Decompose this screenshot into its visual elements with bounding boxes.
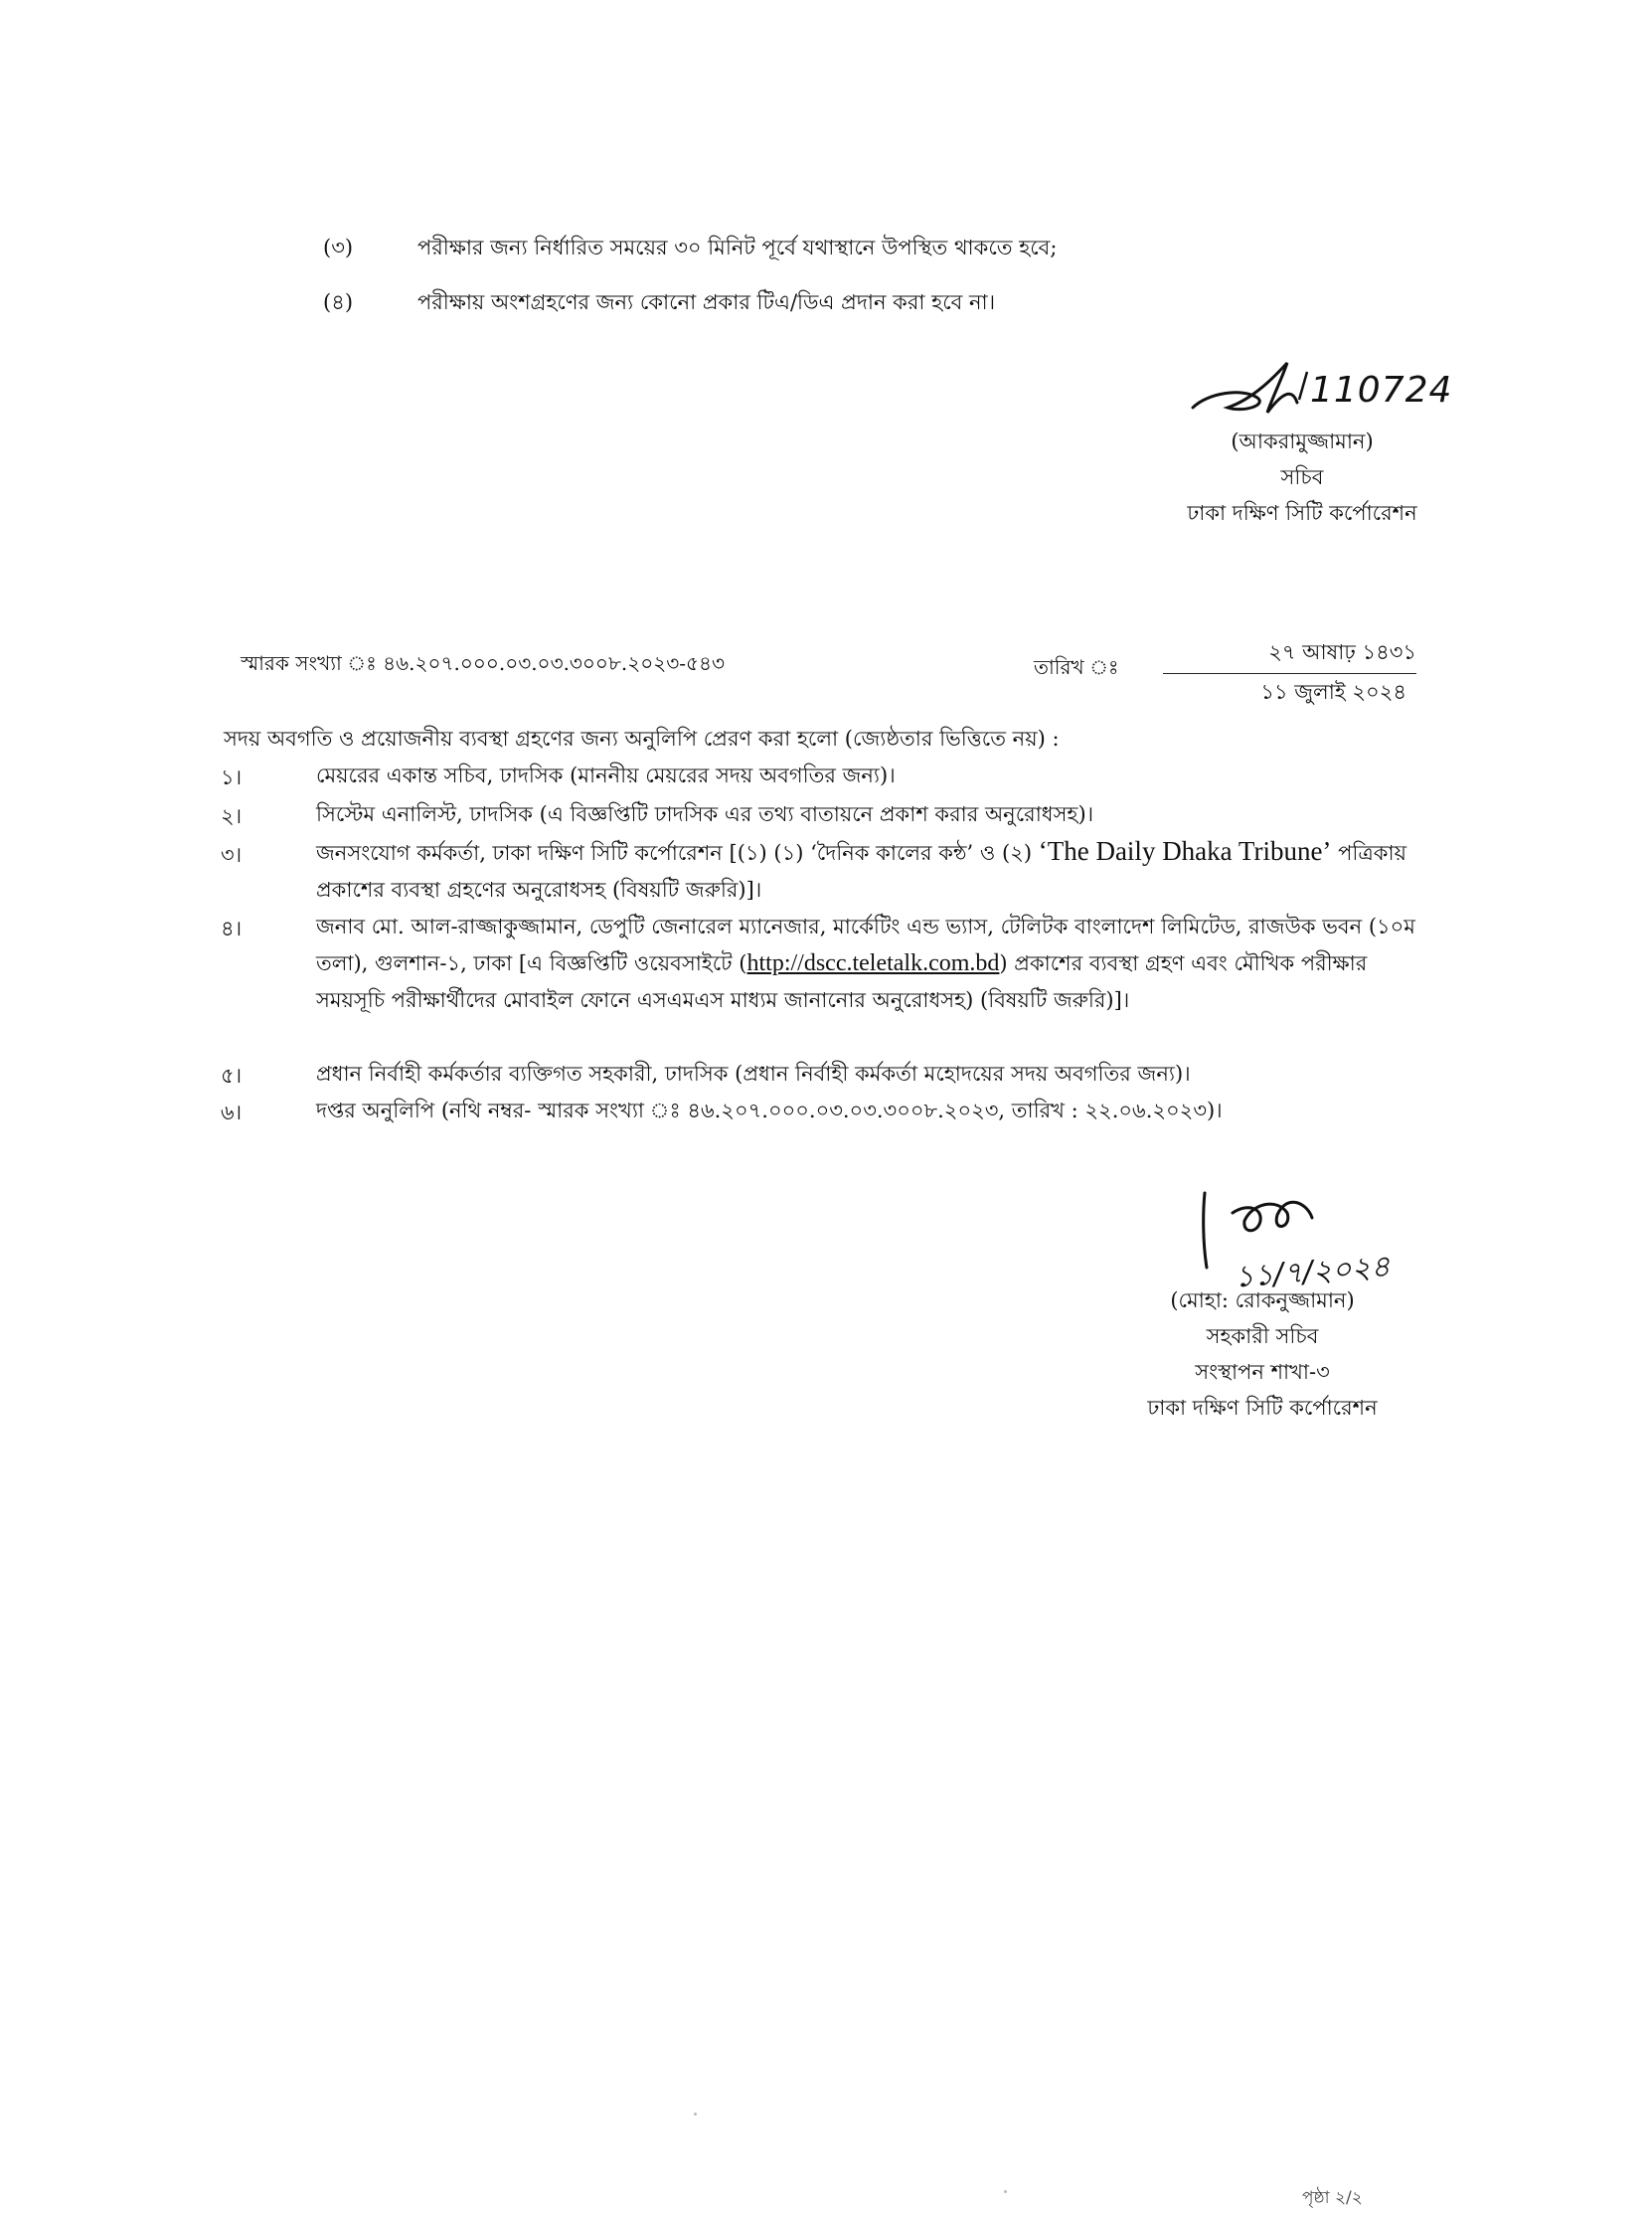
signatory-1-designation: সচিব	[1280, 465, 1324, 489]
copy-item-3-text-a: জনসংযোগ কর্মকর্তা, ঢাকা দক্ষিণ সিটি কর্পোরেশন [(১) (১) ‘দৈনিক কালের কন্ঠ’ ও (২)	[316, 841, 1039, 865]
copy-number: ১।	[221, 766, 243, 789]
memo-date-english: ১১ জুলাই ২০২৪	[1260, 680, 1406, 704]
signatory-2-organization: ঢাকা দক্ষিণ সিটি কর্পোরেশন	[1147, 1396, 1378, 1420]
condition-number: (৩)	[323, 236, 354, 259]
scan-speck	[694, 2113, 697, 2116]
copy-item-3-text-b: পত্রিকায় প্রকাশের ব্যবস্থা গ্রহণের অনুরোধসহ (বিষয়টি জরুরি)]।	[316, 841, 1406, 902]
copy-item: সিস্টেম এনালিস্ট, ঢাদসিক (এ বিজ্ঞপ্তিটি ঢাদসিক এর তথ্য বাতায়নে প্রকাশ করার অনুরোধসহ)।	[316, 802, 1094, 826]
copy-number: ৪।	[221, 917, 243, 940]
copy-number: ৬।	[221, 1101, 243, 1124]
scan-speck	[1004, 2190, 1007, 2193]
condition-text: পরীক্ষার জন্য নির্ধারিত সময়ের ৩০ মিনিট পূর্বে যথাস্থানে উপস্থিত থাকতে হবে;	[417, 236, 1058, 259]
memo-date-label: তারিখ ঃ	[1034, 655, 1119, 679]
copy-item: দপ্তর অনুলিপি (নথি নম্বর- স্মারক সংখ্যা ঃ ৪৬.২০৭.০০০.০৩.০৩.৩০০৮.২০২৩, তারিখ : ২২.০৬.২০২৩)।	[316, 1099, 1223, 1122]
copies-intro: সদয় অবগতি ও প্রয়োজনীয় ব্যবস্থা গ্রহণের জন্য অনুলিপি প্রেরণ করা হলো (জ্যেষ্ঠতার ভিত্তিতে নয়) :	[224, 727, 1060, 751]
signatory-1-name: (আকরামুজ্জামান)	[1231, 429, 1374, 453]
copy-item: প্রধান নির্বাহী কর্মকর্তার ব্যক্তিগত সহকারী, ঢাদসিক (প্রধান নির্বাহী কর্মকর্তা মহোদয়ের সদয় অবগতির জন্য)।	[316, 1062, 1191, 1086]
copy-item-3	[316, 833, 1419, 909]
date-divider	[1163, 673, 1416, 674]
copy-item-4-text-a: জনাব মো. আল-রাজ্জাকুজ্জামান, ডেপুটি জেনারেল ম্যানেজার, মার্কেটিং এন্ড ভ্যাস, টেলিটক বাংলাদেশ লিমিটেড, রাজউক ভবন (১০ম তলা), গুলশান-১, ঢাকা [এ বিজ্ঞপ্তিটি ওয়েবসাইটে (	[316, 915, 1415, 975]
memo-date-bangla: ২৭ আষাঢ় ১৪৩১	[1268, 640, 1416, 664]
page-number: পৃষ্ঠা ২/২	[1302, 2188, 1363, 2208]
condition-text: পরীক্ষায় অংশগ্রহণের জন্য কোনো প্রকার টিএ/ডিএ প্রদান করা হবে না।	[417, 290, 996, 314]
signature-1-date: 110724	[1310, 370, 1453, 411]
signatory-1	[1153, 424, 1451, 531]
copy-item-4-text-b: ) প্রকাশের ব্যবস্থা গ্রহণ এবং মৌখিক পরীক্ষার সময়সূচি পরীক্ষার্থীদের মোবাইল ফোনে এসএমএস মাধ্যম জানানোর অনুরোধসহ) (বিষয়টি জরুরি)]।	[316, 951, 1368, 1012]
signatory-2-name: (মোহা: রোকনুজ্জামান)	[1170, 1288, 1355, 1312]
copy-number: ৫।	[221, 1064, 243, 1088]
memo-number: স্মারক সংখ্যা ঃ ৪৬.২০৭.০০০.০৩.০৩.৩০০৮.২০২৩-৫৪৩	[241, 651, 726, 675]
signatory-2-section: সংস্থাপন শাখা-৩	[1195, 1360, 1330, 1384]
newspaper-name: ‘The Daily Dhaka Tribune’	[1038, 836, 1332, 866]
signatory-2-designation: সহকারী সচিব	[1206, 1324, 1319, 1348]
copy-item-4	[316, 909, 1419, 1019]
website-link[interactable]: http://dscc.teletalk.com.bd	[746, 950, 1000, 976]
copy-number: ৩।	[221, 843, 243, 867]
signatory-2	[1103, 1282, 1421, 1426]
signature-2-date: ১১/৭/২০২৪	[1233, 1249, 1392, 1295]
copy-number: ২।	[221, 804, 243, 828]
signatory-1-organization: ঢাকা দক্ষিণ সিটি কর্পোরেশন	[1187, 501, 1417, 525]
condition-number: (৪)	[323, 290, 354, 314]
copy-item: মেয়রের একান্ত সচিব, ঢাদসিক (মাননীয় মেয়রের সদয় অবগতির জন্য)।	[316, 764, 896, 787]
